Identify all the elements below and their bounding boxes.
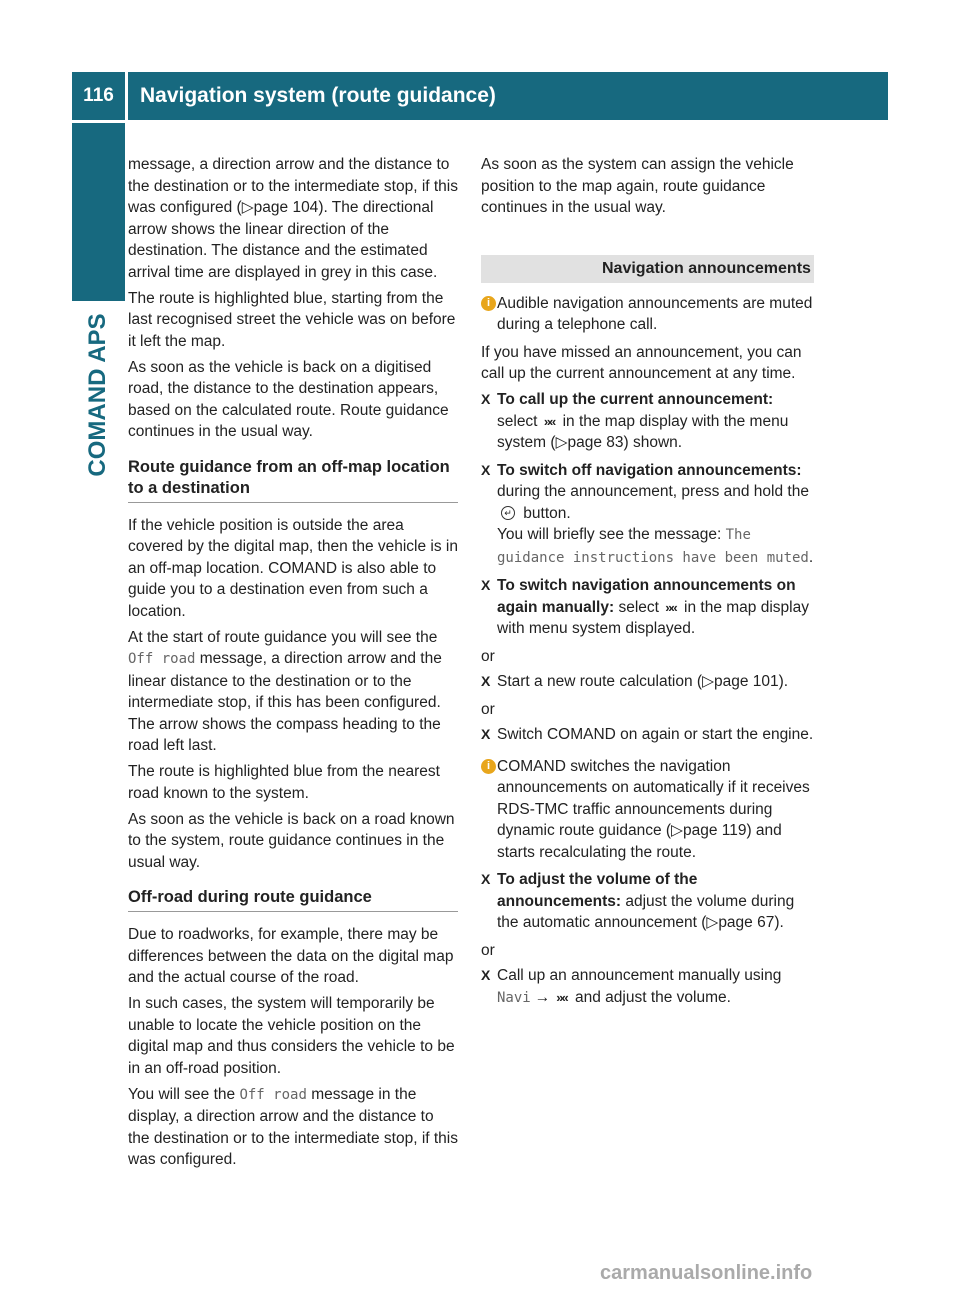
voice-announcement-icon: »« <box>556 989 567 1005</box>
paragraph: In such cases, the system will temporarily be unable to locate the vehicle position on the digital map and thus considers the vehicle to be in an off-road position. <box>128 995 455 1077</box>
ref-marker-icon: ▷ <box>555 434 568 451</box>
back-button-icon: ↵ <box>501 506 515 520</box>
step-item: X Switch COMAND on again or start the engine. <box>481 724 814 746</box>
page-ref-link[interactable]: page 83 <box>567 434 624 451</box>
right-column <box>481 154 814 1015</box>
info-icon: i <box>481 759 496 774</box>
footer-watermark: carmanualsonline.info <box>600 1262 813 1284</box>
voice-announcement-icon: »« <box>665 599 676 615</box>
page-header-title: Navigation system (route guidance) <box>128 72 888 120</box>
or-separator: or <box>481 647 495 665</box>
info-note: i COMAND switches the navigation announcements on automatically if it receives RDS-TMC traffic announcements during dynamic route guidance (▷page 119) and starts recalculating the route. <box>481 756 814 864</box>
display-message: Off road <box>128 651 196 667</box>
paragraph: The route is highlighted blue, starting from the last recognised street the vehicle was on before it left the map. <box>128 289 456 350</box>
paragraph: If the vehicle position is outside the area covered by the digital map, then the vehicle is in an off-map location. COMAND is also able to guide you to a destination even from such a location. <box>128 516 458 620</box>
paragraph: At the start of route guidance you will see the Off road message, a direction arrow and the linear distance to the destination or to the intermediate stop, if this has been configured. The arrow shows the compass heading to the road left last. <box>128 628 442 754</box>
or-separator: or <box>481 941 495 959</box>
section-heading: Off-road during route guidance <box>128 887 458 912</box>
ref-marker-icon: ▷ <box>706 914 719 931</box>
paragraph: If you have missed an announcement, you can call up the current announcement at any time. <box>481 343 802 382</box>
paragraph: Due to roadworks, for example, there may be differences between the data on the digital map and the actual course of the road. <box>128 926 454 986</box>
step-marker-icon: X <box>481 577 491 593</box>
info-icon: i <box>481 296 496 311</box>
step-marker-icon: X <box>481 391 491 407</box>
page-ref-link[interactable]: page 67 <box>718 914 775 931</box>
display-menu-path: Navi <box>497 989 531 1006</box>
paragraph: You will see the Off road message in the display, a direction arrow and the distance to the destination or to the intermediate stop, if this was configured. <box>128 1085 458 1168</box>
paragraph: As soon as the system can assign the vehicle position to the map again, route guidance continues in the usual way. <box>481 156 794 216</box>
step-item: X Call up an announcement manually using Navi → »« and adjust the volume. <box>481 965 814 1009</box>
side-tab-box <box>72 123 125 301</box>
side-tab-label: COMAND APS <box>84 313 111 477</box>
paragraph: message, a direction arrow and the distance to the destination or to the intermediate stop, if this was configured (▷page 104). The directional arrow shows the linear direction of the destination. The distance and the estimated arrival time are displayed in grey in this case. <box>128 156 458 281</box>
arrow-right-icon: → <box>534 988 551 1006</box>
ref-marker-icon: ▷ <box>241 199 254 216</box>
step-item: X To adjust the volume of the announcements: adjust the volume during the automatic announcement (▷page 67). <box>481 871 795 931</box>
page-ref-link[interactable]: page 119 <box>682 822 747 839</box>
ref-marker-icon: ▷ <box>671 822 683 839</box>
info-note: i Audible navigation announcements are muted during a telephone call. <box>481 293 814 336</box>
step-item: X To call up the current announcement: select »« in the map display with the menu system (▷page 83) shown. <box>481 391 789 451</box>
step-marker-icon: X <box>481 871 491 887</box>
voice-announcement-icon: »« <box>543 413 555 429</box>
step-marker-icon: X <box>481 726 491 742</box>
paragraph: The route is highlighted blue from the nearest road known to the system. <box>128 763 440 802</box>
left-column <box>128 154 458 1175</box>
page-ref-link[interactable]: page 101 <box>713 673 779 690</box>
or-separator: or <box>481 700 495 718</box>
step-marker-icon: X <box>481 967 491 983</box>
display-message: Off road <box>239 1086 307 1103</box>
section-heading-announcements: Navigation announcements <box>481 255 814 283</box>
display-message: The guidance instructions have been muted <box>497 527 809 566</box>
ref-marker-icon: ▷ <box>702 673 714 690</box>
paragraph: As soon as the vehicle is back on a digitised road, the distance to the destination appears, based on the calculated route. Route guidance continues in the usual way. <box>128 358 449 440</box>
step-item: X To switch off navigation announcements: during the announcement, press and hold the ↵ button. You will briefly see the message: The guidance instructions have been muted. <box>481 461 814 566</box>
step-item: X To switch navigation announcements on again manually: select »« in the map display with menu system displayed. <box>481 577 809 637</box>
step-marker-icon: X <box>481 673 491 689</box>
paragraph: As soon as the vehicle is back on a road known to the system, route guidance continues in the usual way. <box>128 810 455 871</box>
page-ref-link[interactable]: page 104 <box>253 199 319 216</box>
page-number: 116 <box>72 72 125 120</box>
section-heading: Route guidance from an off-map location to a destination <box>128 457 458 503</box>
step-item: X Start a new route calculation (▷page 101). <box>481 671 814 693</box>
step-marker-icon: X <box>481 461 491 478</box>
